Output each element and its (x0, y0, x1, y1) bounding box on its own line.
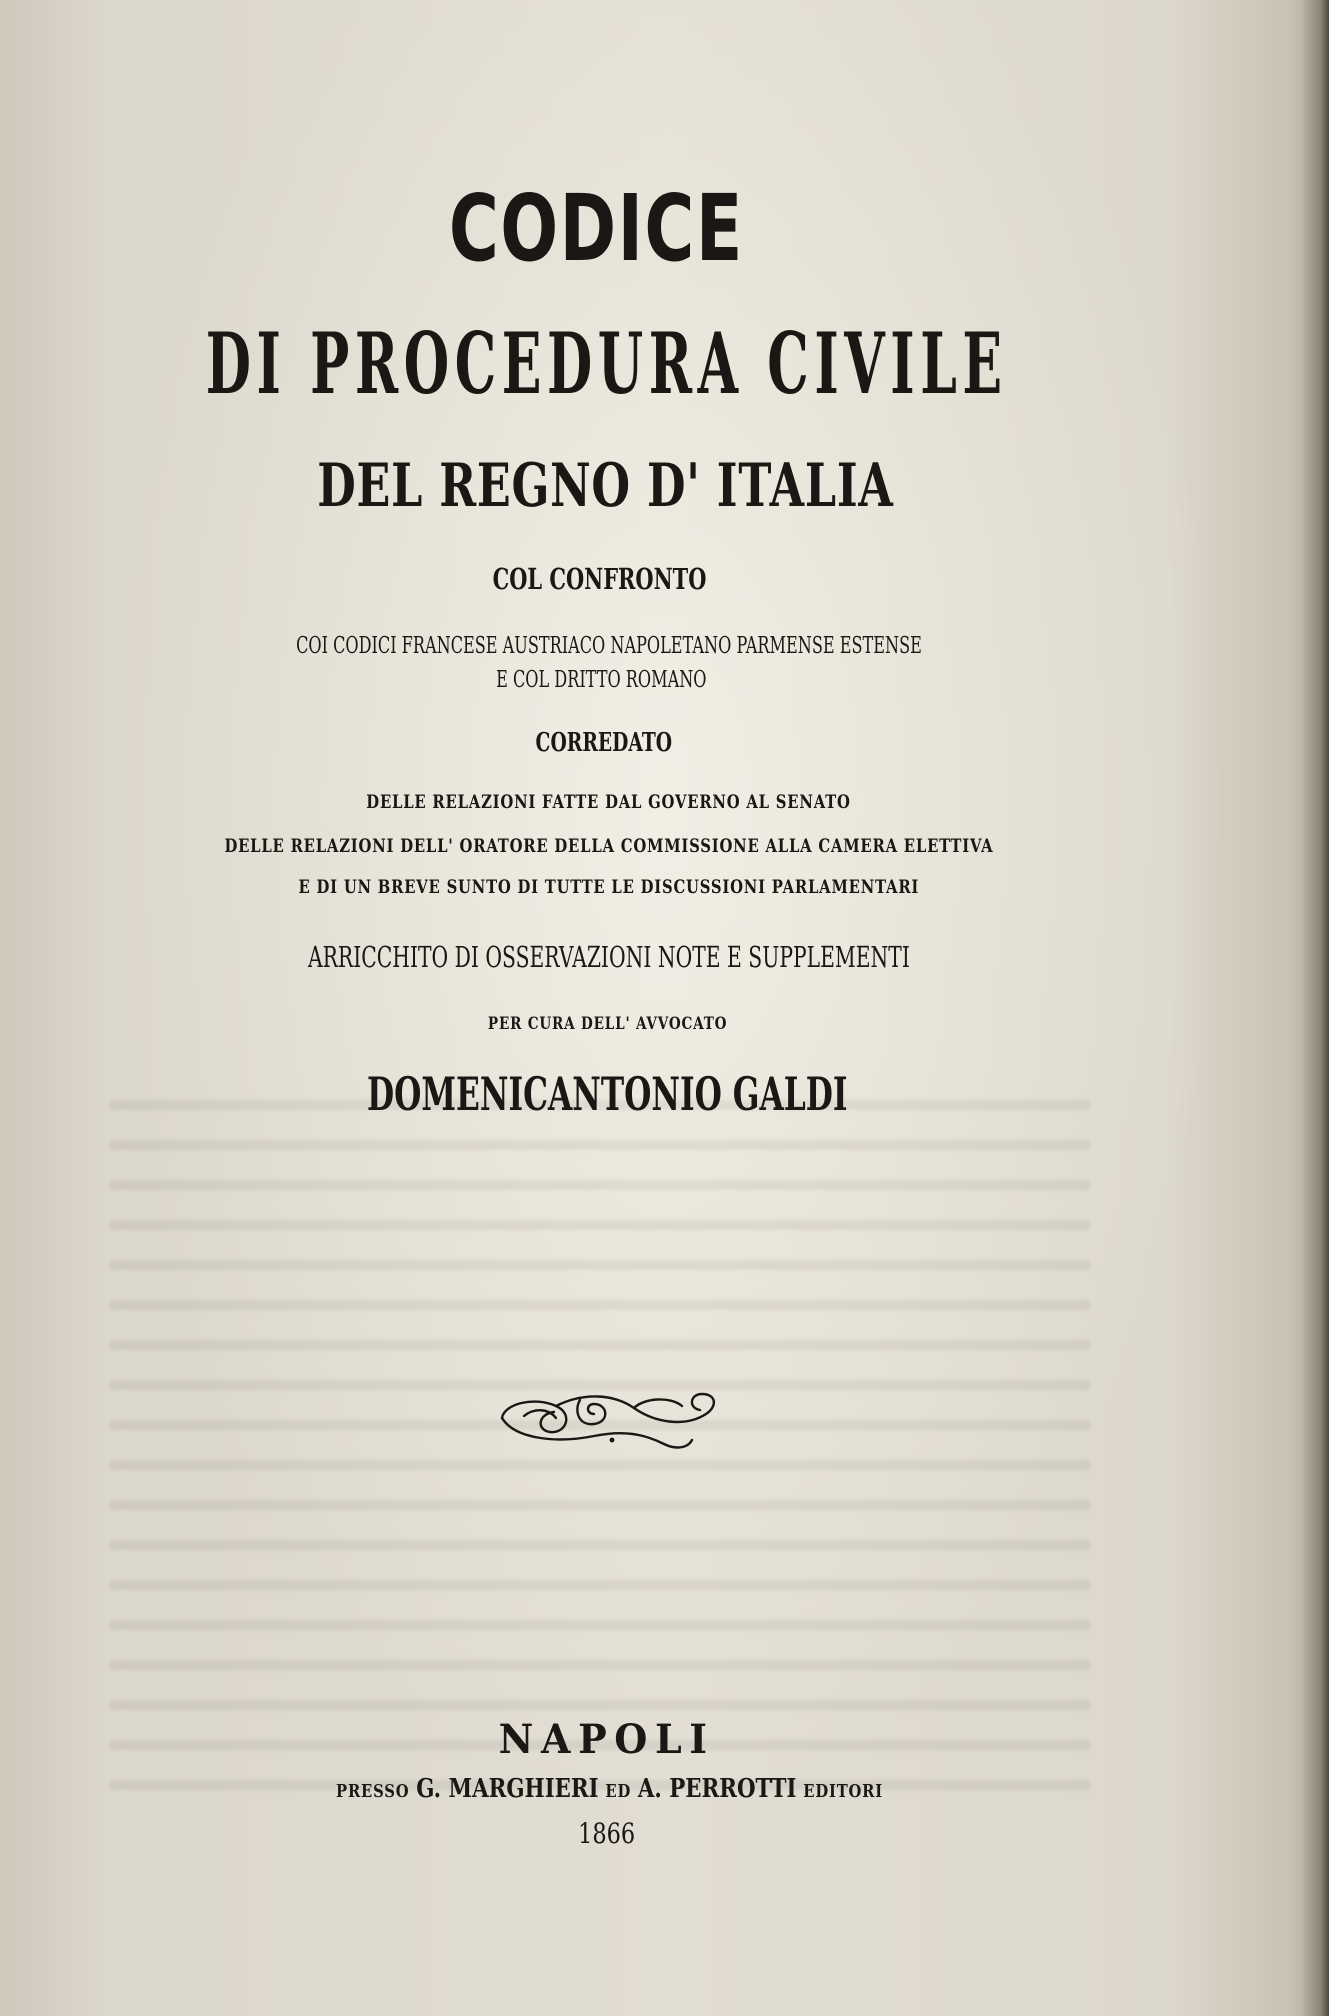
imprint-editori: EDITORI (803, 1781, 883, 1802)
imprint-publisher-perrotti: A. PERROTTI (637, 1774, 797, 1804)
comparison-codes-text: COI CODICI FRANCESE AUSTRIACO NAPOLETANO PARMENSE ESTENSE (296, 633, 923, 659)
imprint-ed: ED (605, 1781, 632, 1802)
imprint-city (0, 1716, 1271, 1763)
annotations-heading-text: CORREDATO (535, 728, 672, 758)
comparison-heading (0, 562, 1264, 596)
imprint-city-text: NAPOLI (498, 1716, 715, 1763)
comparison-roman-law-text: E COL DRITTO ROMANO (496, 667, 707, 693)
editor-intro-text: PER CURA DELL' AVVOCATO (487, 1014, 728, 1034)
comparison-line-1 (0, 635, 1274, 658)
comparison-heading-text: COL CONFRONTO (492, 562, 707, 596)
imprint-year (0, 1817, 1271, 1850)
imprint-publishers-text (336, 1776, 883, 1802)
comparison-line-2 (0, 669, 1266, 692)
annotations-heading (0, 730, 1268, 756)
title-procedura-civile: DI PROCEDURA CIVILE (205, 314, 1008, 413)
title-line-3 (0, 451, 1270, 521)
flourish-ornament-icon (494, 1378, 724, 1458)
annotations-text-3: E DI UN BREVE SUNTO DI TUTTE LE DISCUSSIONI PARLAMENTARI (298, 876, 919, 898)
title-codice: CODICE (448, 175, 745, 282)
title-line-2 (0, 314, 1271, 413)
annotations-line-3 (0, 878, 1273, 897)
imprint-year-text: 1866 (577, 1817, 635, 1850)
imprint-publisher-marghieri: G. MARGHIERI (416, 1774, 599, 1804)
page-edge-shadow (1301, 0, 1329, 2016)
title-line-1 (0, 175, 1261, 282)
imprint-publishers (0, 1776, 1274, 1802)
enrichment-text: ARRICCHITO DI OSSERVAZIONI NOTE E SUPPLEMENTI (307, 940, 910, 974)
editor-intro (0, 1016, 1272, 1033)
editor-name-text: DOMENICANTONIO GALDI (367, 1067, 848, 1121)
enrichment-line (0, 940, 1273, 974)
annotations-line-2 (0, 837, 1273, 856)
annotations-text-1: DELLE RELAZIONI FATTE DAL GOVERNO AL SENATO (366, 791, 851, 813)
annotations-text-2: DELLE RELAZIONI DELL' ORATORE DELLA COMMISSIONE ALLA CAMERA ELETTIVA (224, 835, 993, 857)
editor-name (0, 1067, 1272, 1121)
imprint-presso: PRESSO (336, 1781, 410, 1802)
title-regno-italia: DEL REGNO D' ITALIA (317, 451, 894, 521)
annotations-line-1 (0, 793, 1273, 812)
show-through-texture (110, 1100, 1090, 1820)
